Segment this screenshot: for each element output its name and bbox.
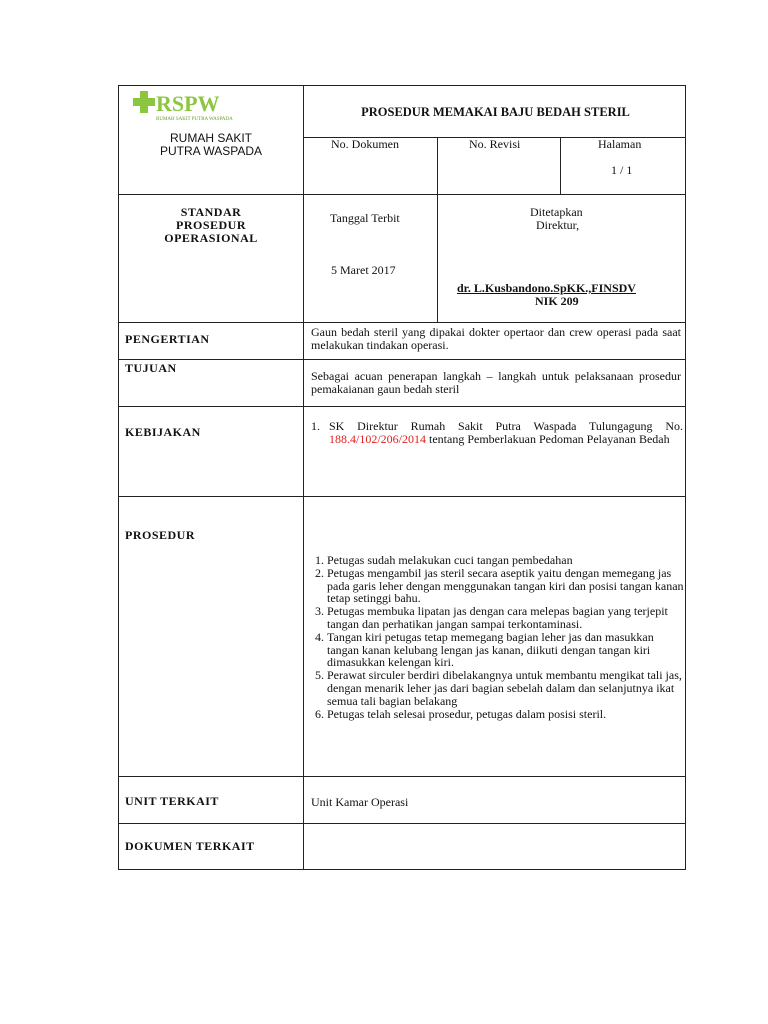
prosedur-step: 4. Tangan kiri petugas tetap memegang bagian leher jas dan masukkan tangan kanan kelubang lengan jas kanan, diikuti dengan tangan kiri dimasukkan kelengan kiri. (327, 631, 684, 669)
hospital-name-line2: PUTRA WASPADA (159, 144, 263, 158)
tujuan-label: TUJUAN (125, 361, 177, 375)
kebijakan-item (311, 420, 683, 446)
kebijakan-suffix: tentang Pemberlakuan Pedoman Pelayanan Bedah (429, 432, 670, 446)
halaman-value: 1 / 1 (611, 163, 633, 177)
row-divider (119, 406, 685, 407)
pengertian-text: Gaun bedah steril yang dipakai dokter opertaor dan crew operasi pada saat melakukan tindakan operasi. (311, 325, 681, 352)
col-divider-ditetapkan (437, 194, 438, 322)
prosedur-step: 5. Perawat sirculer berdiri dibelakangnya untuk membantu mengikat tali jas, dengan menarik leher jas dari bagian sebelah dalam dan selanjutnya ikat semua tali bagian belakang (327, 669, 684, 707)
row-divider (119, 194, 685, 195)
prosedur-step: 1. Petugas sudah melakukan cuci tangan pembedahan (327, 554, 684, 567)
halaman-label: Halaman (598, 137, 642, 151)
signer-nik: NIK 209 (535, 294, 579, 308)
no-revisi-label: No. Revisi (469, 137, 521, 151)
col-divider-halaman (560, 137, 561, 194)
no-dokumen-label: No. Dokumen (331, 137, 399, 151)
row-divider (119, 496, 685, 497)
dokumen-terkait-label: DOKUMEN TERKAIT (125, 839, 255, 853)
tanggal-terbit-label: Tanggal Terbit (330, 211, 400, 225)
list-number: 1. (311, 419, 320, 433)
row-divider (119, 823, 685, 824)
sop-label-line3: OPERASIONAL (164, 231, 258, 245)
prosedur-list (309, 554, 684, 720)
kebijakan-number: 188.4/102/206/2014 (329, 432, 427, 446)
kebijakan-prefix: SK Direktur Rumah Sakit Putra Waspada Tulungagung No. (329, 419, 683, 433)
unit-terkait-value: Unit Kamar Operasi (311, 795, 409, 809)
signer-name: dr. L.Kusbandono.SpKK.,FINSDV (457, 281, 636, 295)
logo-text: RSPW (156, 91, 220, 116)
pengertian-label: PENGERTIAN (125, 332, 210, 346)
document-title: PROSEDUR MEMAKAI BAJU BEDAH STERIL (361, 105, 630, 119)
prosedur-step: 6. Petugas telah selesai prosedur, petugas dalam posisi steril. (327, 708, 684, 721)
row-divider (119, 776, 685, 777)
kebijakan-item-text (329, 420, 683, 446)
logo-subtext: RUMAH SAKIT PUTRA WASPADA (156, 117, 233, 122)
unit-terkait-label: UNIT TERKAIT (125, 794, 219, 808)
prosedur-label: PROSEDUR (125, 528, 196, 542)
kebijakan-label: KEBIJAKAN (125, 425, 201, 439)
sop-label-line2: PROSEDUR (175, 218, 246, 232)
sop-document (118, 85, 686, 870)
ditetapkan-label: Ditetapkan (530, 205, 583, 219)
prosedur-step: 2. Petugas mengambil jas steril secara aseptik yaitu dengan memegang jas pada garis leher dengan menggunakan tangan kiri dan posisi tangan kanan tetap setinggi bahu. (327, 567, 684, 605)
tujuan-text: Sebagai acuan penerapan langkah – langkah untuk pelaksanaan prosedur pemakaianan gaun bedah steril (311, 369, 681, 396)
row-divider (119, 359, 685, 360)
prosedur-step: 3. Petugas membuka lipatan jas dengan cara melepas bagian yang terjepit tangan dan perhatikan jangan sampai terkontaminasi. (327, 605, 684, 631)
tanggal-terbit-value: 5 Maret 2017 (331, 263, 396, 277)
column-divider (303, 86, 304, 869)
row-divider (119, 322, 685, 323)
col-divider-revisi (437, 137, 438, 194)
sop-label-line1: STANDAR (180, 205, 242, 219)
direktur-label: Direktur, (536, 218, 580, 232)
hospital-name-line1: RUMAH SAKIT (169, 131, 252, 145)
